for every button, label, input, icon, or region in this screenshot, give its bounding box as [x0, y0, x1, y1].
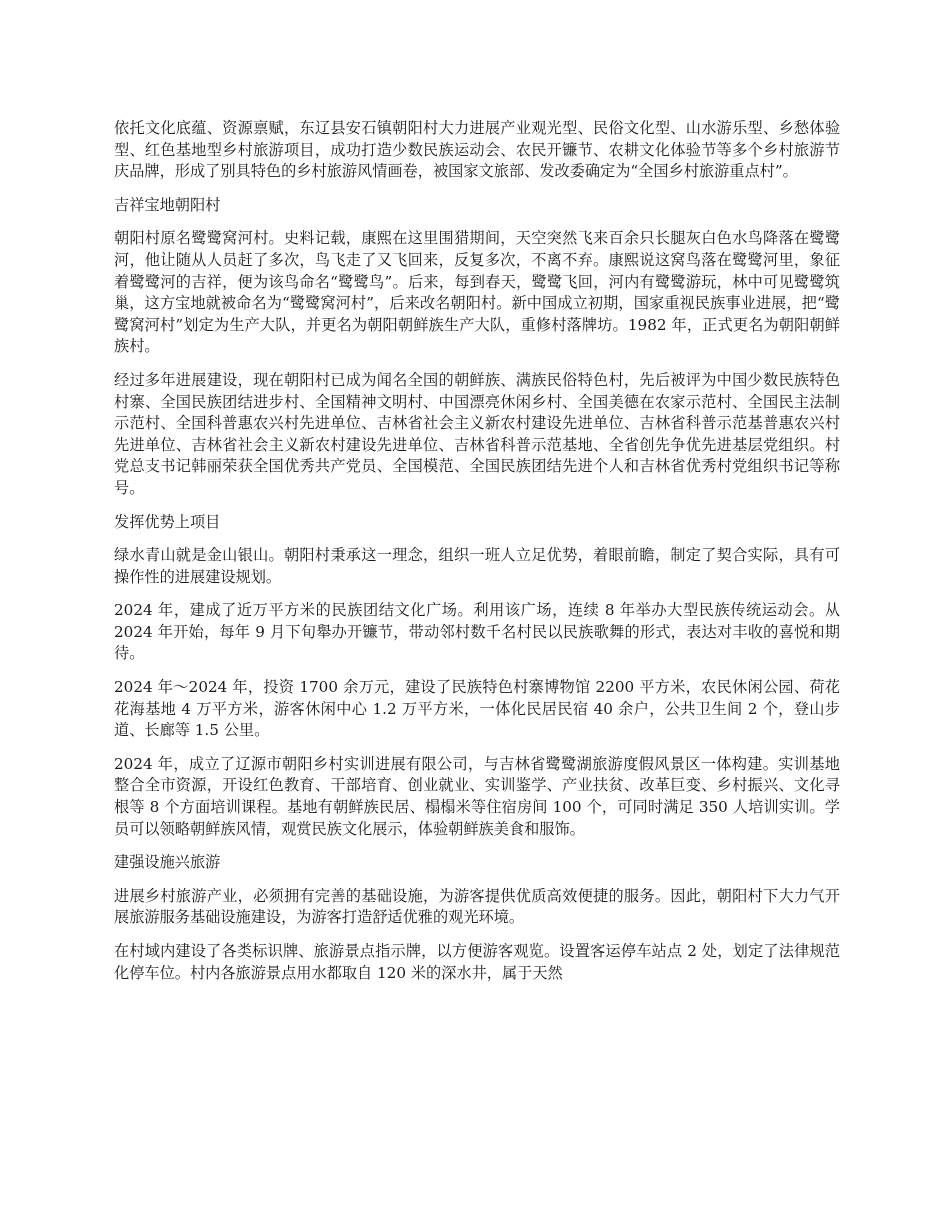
paragraph-square: 2024 年，建成了近万平方米的民族团结文化广场。利用该广场，连续 8 年举办大型民族传统运动会。从 2024 年开始，每年 9 月下旬舉办开镰节，带动邻村数千名村民以民族歌舞的形式，表达对丰收的喜悦和期待。	[114, 601, 840, 663]
section-heading-projects: 发挥优势上项目	[114, 512, 221, 531]
section-heading-chaoyang: 吉祥宝地朝阳村	[114, 195, 221, 214]
paragraph-signage: 在村域内建设了各类标识牌、旅游景点指示牌，以方便游客观览。设置客运停车站点 2 处，划定了法律规范化停车位。村内各旅游景点用水都取自 120 米的深水井，属于天然	[114, 942, 840, 982]
paragraph-honors: 经过多年进展建设，现在朝阳村已成为闻名全国的朝鲜族、满族民俗特色村，先后被评为中国少数民族特色村寨、全国民族团结进步村、全国精神文明村、中国漂亮休闲乡村、全国美德在农家示范村、全国民主法制示范村、全国科普惠农兴村先进单位、吉林省社会主义新农村建设先进单位、吉林省科普示范基普惠农兴村先进单位、吉林省社会主义新农村建设先进单位、吉林省科普示范基地、全省创先争优先进基层党组织。村党总支书记韩丽荣获全国优秀共产党员、全国模范、全国民族团结先进个人和吉林省优秀村党组织书记等称号。	[114, 370, 840, 497]
document-body	[114, 118, 840, 996]
paragraph-history: 朝阳村原名鹭鹭窝河村。史料记载，康熙在这里围猎期间，天空突然飞来百余只长腿灰白色水鸟降落在鹭鹭河，他让随从人员赶了多次，鸟飞走了又飞回来，反复多次，不离不弃。康熙说这窝鸟落在鹭鹭河里，象征着鹭鹭河的吉祥，便为该鸟命名“鹭鹭鸟”。后来，每到春天，鹭鹭飞回，河内有鹭鹭游玩，林中可见鹭鹭筑巢，这方宝地就被命名为“鹭鹭窝河村”，后来改名朝阳村。新中国成立初期，国家重视民族事业进展，把“鹭鹭窝河村”划定为生产大队，并更名为朝阳朝鲜族生产大队，重修村落牌坊。1982 年，正式更名为朝阳朝鲜族村。	[114, 229, 840, 356]
paragraph-investment: 2024 年～2024 年，投资 1700 余万元，建设了民族特色村寨博物馆 2200 平方米，农民休闲公园、荷花花海基地 4 万平方米，游客休闲中心 1.2 万平方米，一体化民居民宿 40 余户，公共卫生间 2 个，登山步道、长廊等 1.5 公里。	[114, 678, 840, 740]
paragraph-infrastructure: 进展乡村旅游产业，必须拥有完善的基础设施，为游客提供优质高效便捷的服务。因此，朝阳村下大力气开展旅游服务基础设施建设，为游客打造舒适优雅的观光环境。	[114, 886, 840, 927]
paragraph-training-base: 2024 年，成立了辽源市朝阳乡村实训进展有限公司，与吉林省鹭鹭湖旅游度假风景区一体构建。实训基地整合全市资源，开设红色教育、干部培育、创业就业、实训鉴学、产业扶贫、改革巨变、乡村振兴、文化寻根等 8 个方面培训课程。基地有朝鲜族民居、榻榻米等住宿房间 100 个，可同时满足 350 人培训实训。学员可以领略朝鲜族风情，观赏民族文化展示，体验朝鲜族美食和服饰。	[114, 754, 840, 838]
paragraph-planning: 绿水青山就是金山银山。朝阳村秉承这一理念，组织一班人立足优势，着眼前瞻，制定了契合实际，具有可操作性的进展建设规划。	[114, 546, 840, 586]
paragraph-intro: 依托文化底蕴、资源禀赋，东辽县安石镇朝阳村大力进展产业观光型、民俗文化型、山水游乐型、乡愁体验型、红色基地型乡村旅游项目，成功打造少数民族运动会、农民开镰节、农耕文化体验节等多个乡村旅游节庆品牌，形成了别具特色的乡村旅游风情画卷，被国家文旅部、发改委确定为“全国乡村旅游重点村”。	[114, 119, 840, 181]
section-heading-facilities: 建强设施兴旅游	[114, 853, 221, 872]
